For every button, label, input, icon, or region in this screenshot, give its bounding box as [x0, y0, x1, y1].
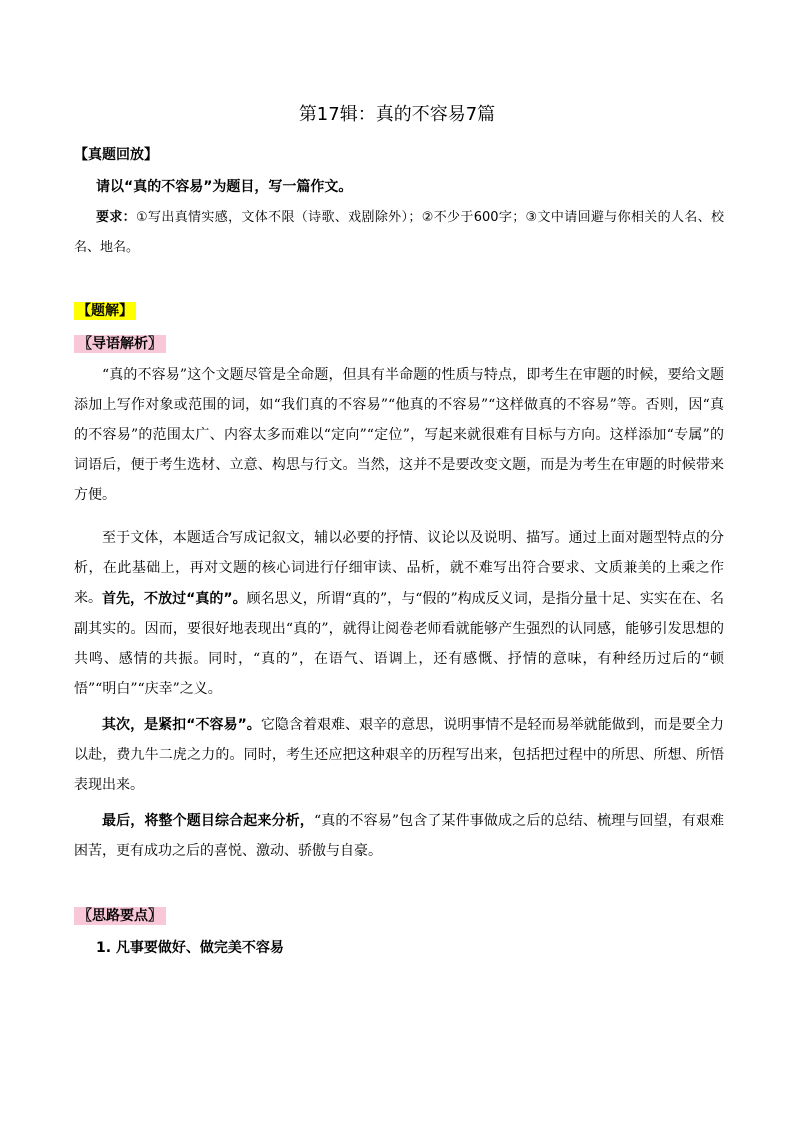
- section-guide: [74, 334, 166, 354]
- second-point-paragraph: [74, 710, 724, 800]
- point-item-1: 1. 凡事要做好、做完美不容易: [96, 940, 284, 956]
- section-solution: [74, 301, 136, 321]
- page-title: 第17辑：真的不容易7篇: [298, 104, 496, 125]
- requirements-paragraph: [74, 203, 724, 263]
- first-point-text: 顾名思义，所谓“真的”，与“假的”构成反义词，是指分量十足、实实在在、名副其实的。因而，要很好地表现出“真的”，就得让阅卷老师看就能够产生强烈的认同感，能够引发思想的共鸣、感情的共振。同时，“真的”，在语气、语调上，还有感慨、抒情的意味，有种经历过后的“顿悟”“明白”“庆幸”之义。: [74, 591, 724, 697]
- guide-paragraph-1: “真的不容易”这个文题尽管是全命题，但具有半命题的性质与特点，即考生在审题的时候，要给文题添加上写作对象或范围的词，如“我们真的不容易”“他真的不容易”“这样做真的不容易”等。否则，因“真的不容易”的范围太广、内容太多而难以“定向”“定位”，写起来就很难有目标与方向。这样添加“专属”的词语后，便于考生选材、立意、构思与行文。当然，这并不是要改变文题，而是为考生在审题的时候带来方便。: [74, 367, 724, 503]
- first-point-lead: 首先，不放过“真的”。: [102, 591, 247, 607]
- section-points: [74, 906, 166, 926]
- last-point-text: “真的不容易”包含了某件事做成之后的总结、梳理与回望，有艰难困苦，更有成功之后的喜悦、激动、骄傲与自豪。: [74, 813, 724, 859]
- second-point-lead: 其次，是紧扣“不容易”。: [102, 717, 261, 733]
- section-points-label: 〖思路要点〗: [74, 907, 166, 925]
- requirements-text: ①写出真情实感，文体不限（诗歌、戏剧除外）；②不少于600字；③文中请回避与你相关的人名、校名、地名。: [74, 210, 724, 255]
- requirements-label: 要求：: [96, 210, 137, 225]
- second-point-text: 它隐含着艰难、艰辛的意思，说明事情不是轻而易举就能做到，而是要全力以赴，费九牛二虎之力的。同时，考生还应把这种艰辛的历程写出来，包括把过程中的所思、所想、所悟表现出来。: [74, 717, 725, 793]
- section-real-question: 【真题回放】: [74, 147, 158, 163]
- last-point-paragraph: [74, 806, 724, 866]
- section-solution-label: 【题解】: [74, 302, 136, 320]
- first-point-paragraph: [74, 584, 724, 704]
- guide-paragraph-2: 至于文体，本题适合写成记叙文，辅以必要的抒情、议论以及说明、描写。通过上面对题型特点的分析，在此基础上，再对文题的核心词进行仔细审读、品析，就不难写出符合要求、文质兼美的上乘之作来。: [74, 530, 724, 606]
- section-guide-label: 〖导语解析〗: [74, 335, 166, 353]
- last-point-lead: 最后，将整个题目综合起来分析，: [102, 813, 314, 829]
- essay-prompt: 请以“真的不容易”为题目，写一篇作文。: [96, 179, 353, 195]
